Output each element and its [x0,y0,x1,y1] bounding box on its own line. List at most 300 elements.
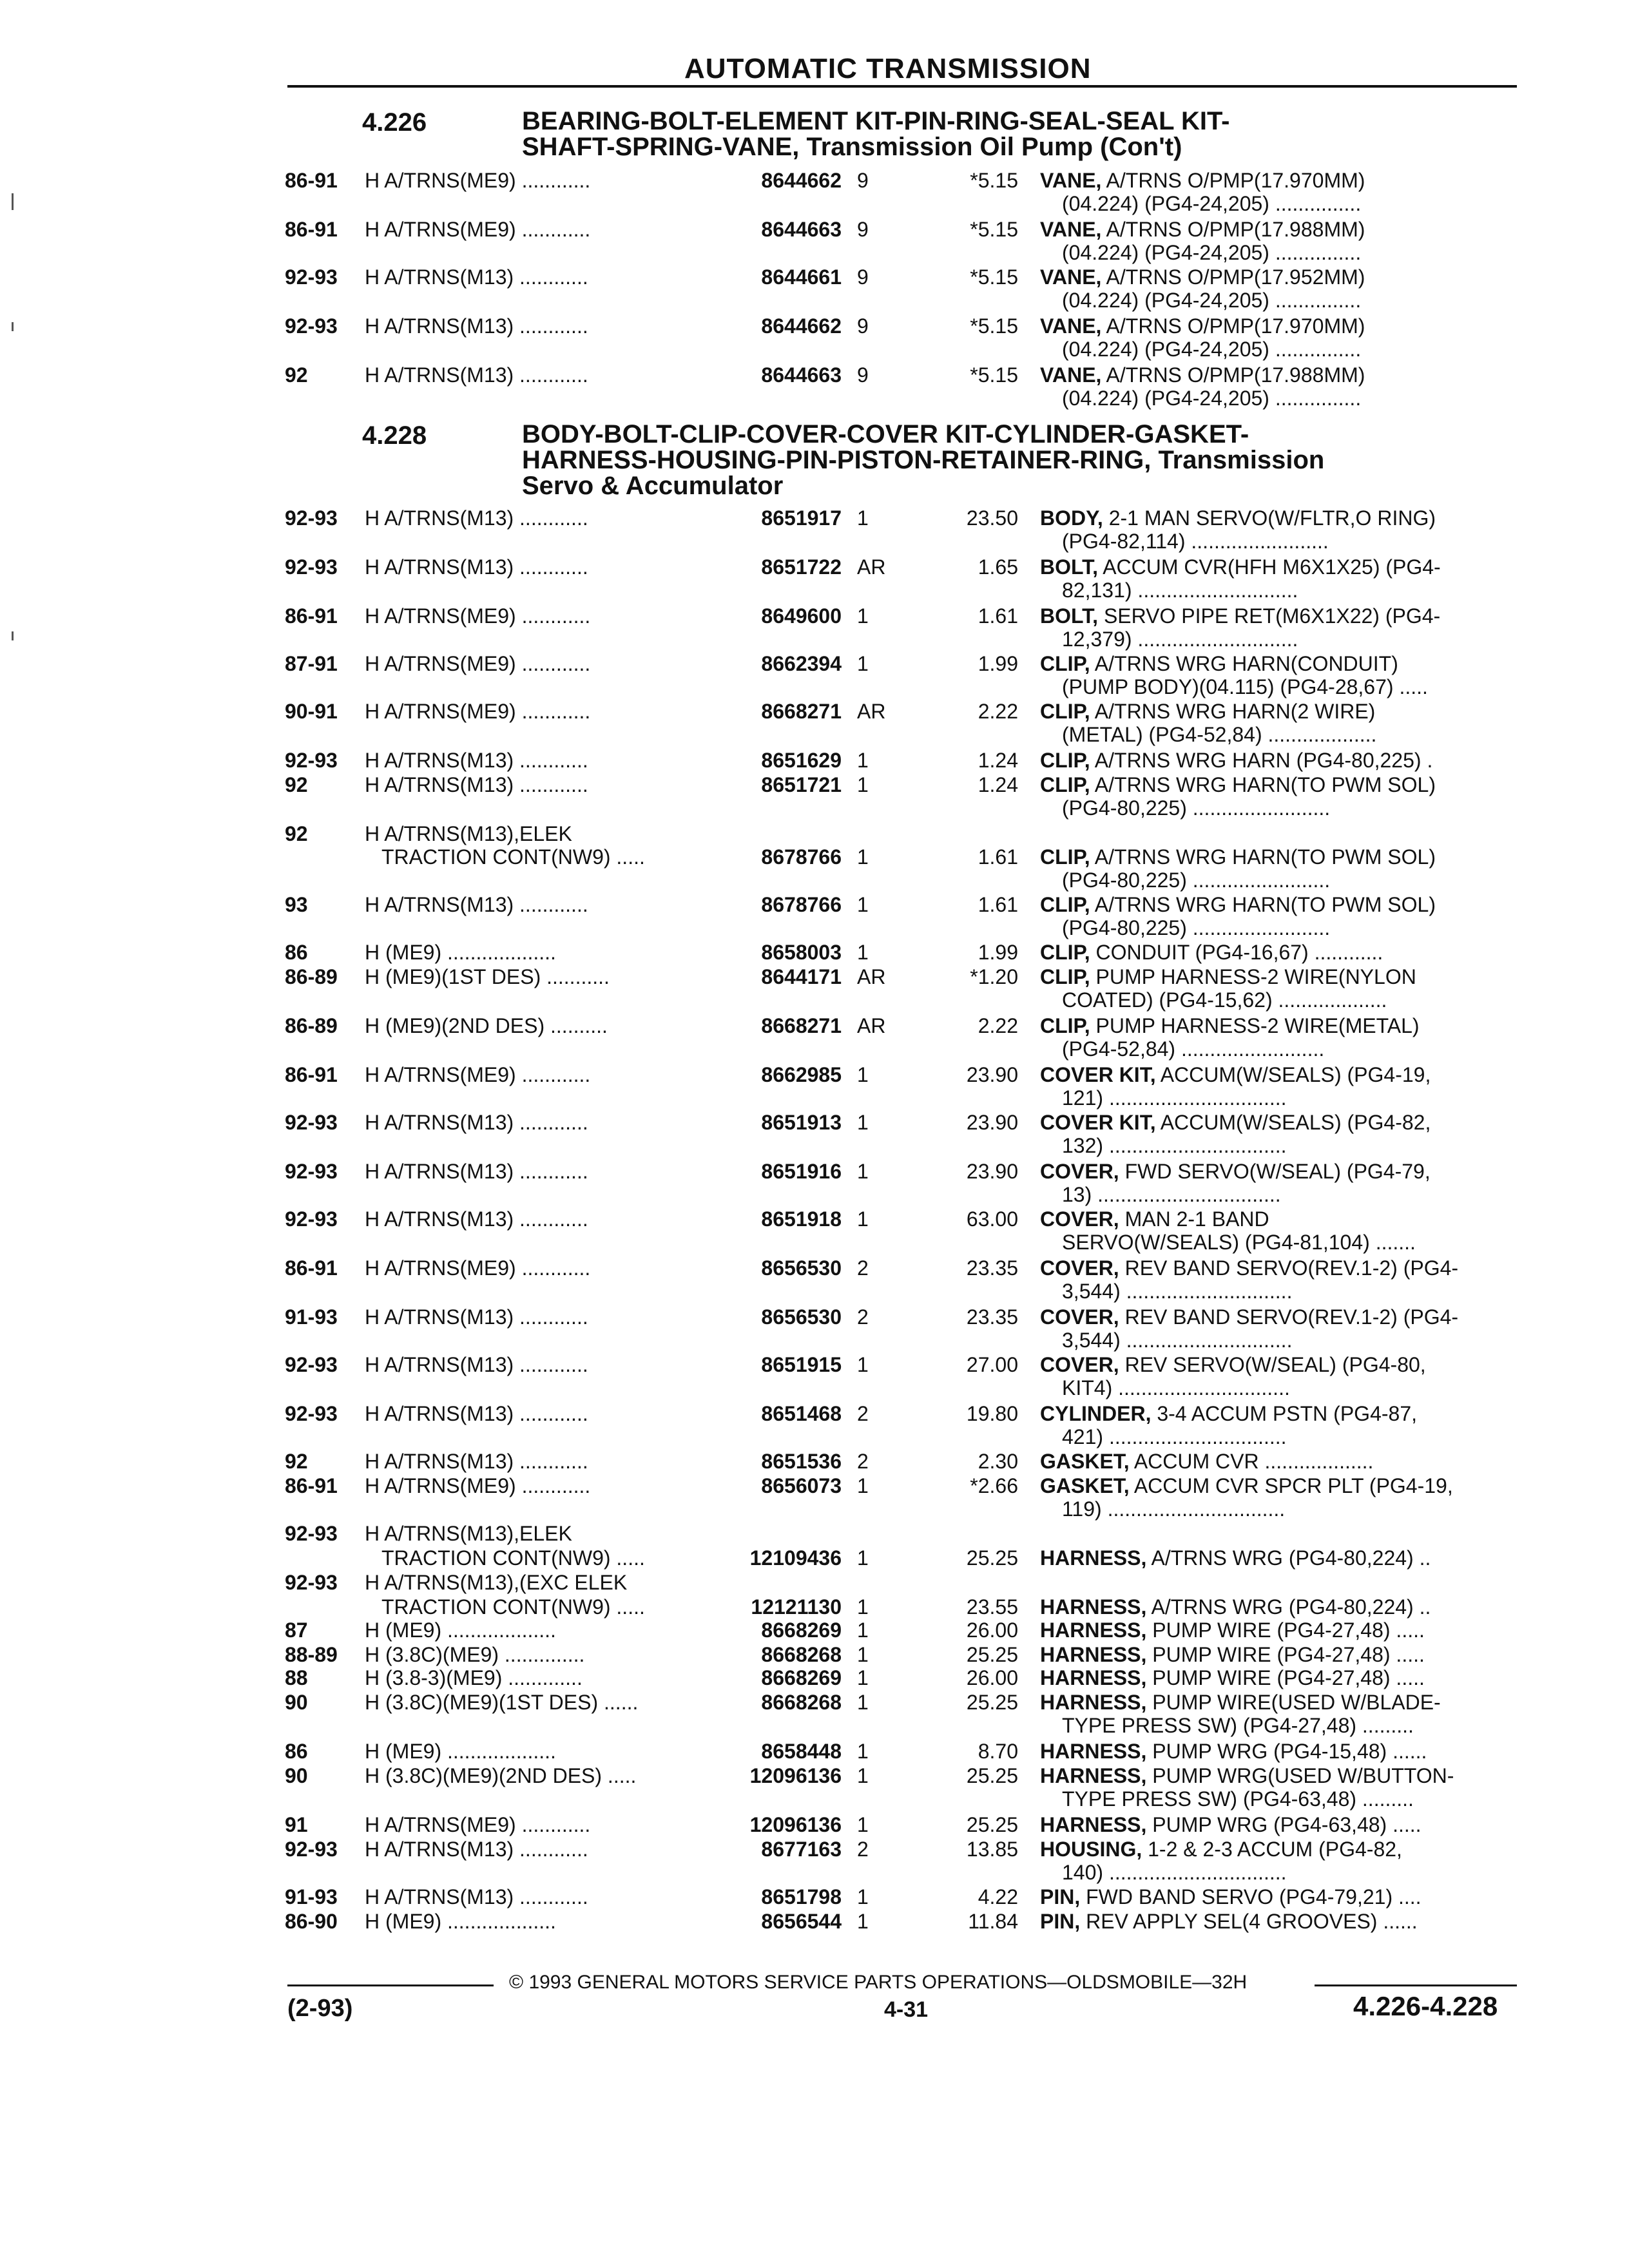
price: 1.61 [978,845,1018,869]
quantity: 9 [857,218,869,241]
quantity: 1 [857,1813,869,1836]
price: 4.22 [978,1885,1018,1908]
description [1040,749,1530,772]
description [1040,652,1530,675]
description-noun: HARNESS, [1040,1619,1147,1642]
quantity: 1 [857,1764,869,1787]
year-range: 86-89 [285,965,338,988]
description [1040,506,1530,530]
application: H (3.8C)(ME9)(1ST DES) ...... [365,1691,639,1714]
quantity: 2 [857,1402,869,1425]
year-range: 90 [285,1764,308,1787]
quantity: 1 [857,1910,869,1933]
description-text: ACCUM(W/SEALS) (PG4-82, [1155,1111,1431,1134]
year-range: 92 [285,363,308,387]
margin-mark [12,322,14,331]
part-number: 8668269 [761,1619,842,1642]
part-number: 8651536 [761,1450,842,1473]
part-number: 8651629 [761,749,842,772]
price: 23.55 [966,1595,1018,1619]
year-range: 86-89 [285,1014,338,1037]
quantity: 1 [857,893,869,916]
description-continued: 121) ............................... [1062,1086,1287,1110]
description-noun: HARNESS, [1040,1740,1147,1763]
application: H A/TRNS(ME9) ............ [365,1813,591,1836]
price: 11.84 [968,1910,1018,1933]
year-range: 87 [285,1619,308,1642]
year-range: 86-91 [285,604,338,628]
description-noun: CLIP, [1040,773,1090,796]
description [1040,1740,1530,1763]
description-noun: VANE, [1040,218,1102,241]
quantity: 1 [857,1474,869,1497]
price: 19.80 [966,1402,1018,1425]
application: H (3.8-3)(ME9) ............. [365,1666,583,1689]
margin-mark [12,193,14,210]
quantity: 9 [857,314,869,338]
description [1040,1546,1530,1570]
description-text: FWD BAND SERVO (PG4-79,21) .... [1080,1885,1422,1908]
part-number: 8678766 [761,893,842,916]
year-range: 92-93 [285,1838,338,1861]
description-text: A/TRNS WRG HARN(TO PWM SOL) [1090,773,1436,796]
application: H (ME9) ................... [365,1910,556,1933]
application: H A/TRNS(M13) ............ [365,1305,588,1329]
description-text: PUMP WIRE(USED W/BLADE- [1146,1691,1441,1714]
description [1040,1910,1530,1933]
description [1040,1063,1530,1086]
description-continued: (PG4-80,225) ........................ [1062,916,1331,939]
description-noun: BODY, [1040,506,1103,530]
description-continued: 12,379) ............................ [1062,628,1298,651]
description-text: PUMP WIRE (PG4-27,48) ..... [1146,1666,1425,1689]
part-number: 8656530 [761,1256,842,1280]
description-continued: (PG4-80,225) ........................ [1062,869,1331,892]
quantity: 1 [857,1885,869,1908]
description-continued: (PG4-80,225) ........................ [1062,796,1331,820]
part-number: 8644663 [761,363,842,387]
description-continued: 421) ............................... [1062,1425,1287,1448]
description [1040,1666,1530,1689]
footer-copyright: © 1993 GENERAL MOTORS SERVICE PARTS OPERATIONS—OLDSMOBILE—32H [509,1972,1248,1993]
description-continued: 3,544) ............................. [1062,1329,1293,1352]
description-continued: 140) ............................... [1062,1861,1287,1884]
description [1040,1256,1530,1280]
description-text: PUMP WRG (PG4-63,48) ..... [1146,1813,1422,1836]
application: H A/TRNS(ME9) ............ [365,169,591,192]
description-noun: CLIP, [1040,749,1090,772]
part-number: 8662394 [761,652,842,675]
year-range: 92-93 [285,749,338,772]
application: H (ME9)(1ST DES) ........... [365,965,610,988]
quantity: 1 [857,773,869,796]
year-range: 86-91 [285,1063,338,1086]
part-number: 12121130 [751,1595,842,1619]
description-continued: SERVO(W/SEALS) (PG4-81,104) ....... [1062,1231,1416,1254]
description-noun: HARNESS, [1040,1546,1147,1570]
description [1040,1885,1530,1908]
description-noun: GASKET, [1040,1450,1130,1473]
description-noun: BOLT, [1040,604,1099,628]
description [1040,1813,1530,1836]
description-noun: COVER, [1040,1305,1119,1329]
description-noun: CLIP, [1040,1014,1090,1037]
quantity: 1 [857,1207,869,1231]
application: H A/TRNS(M13) ............ [365,363,588,387]
year-range: 86-91 [285,1474,338,1497]
application: H A/TRNS(M13) ............ [365,1111,588,1134]
application: H A/TRNS(M13) ............ [365,893,588,916]
price: 23.90 [966,1063,1018,1086]
description-continued: 119) ............................... [1062,1497,1286,1521]
quantity: 1 [857,1111,869,1134]
description-noun: GASKET, [1040,1474,1130,1497]
price: 23.35 [966,1256,1018,1280]
description-text: A/TRNS O/PMP(17.988MM) [1101,218,1365,241]
part-number: 8651468 [761,1402,842,1425]
page-header-title: AUTOMATIC TRANSMISSION [684,53,1092,84]
description [1040,1402,1530,1425]
price: 26.00 [966,1619,1018,1642]
description [1040,1838,1530,1861]
application: H A/TRNS(M13) ............ [365,1207,588,1231]
price: 23.90 [966,1111,1018,1134]
part-number: 8644661 [761,265,842,289]
footer-section-range: 4.226-4.228 [1353,1991,1498,2021]
description [1040,1764,1530,1787]
description-noun: PIN, [1040,1910,1081,1933]
description [1040,1643,1530,1666]
quantity: AR [857,555,886,579]
part-number: 8649600 [761,604,842,628]
part-number: 8651798 [761,1885,842,1908]
section-title [522,421,1629,499]
description-noun: CLIP, [1040,652,1090,675]
price: 1.61 [978,604,1018,628]
description [1040,845,1530,869]
price: *5.15 [970,314,1018,338]
description [1040,169,1530,192]
description-noun: COVER, [1040,1207,1119,1231]
description-text: FWD SERVO(W/SEAL) (PG4-79, [1119,1160,1431,1183]
year-range: 92-93 [285,506,338,530]
description-noun: CYLINDER, [1040,1402,1152,1425]
description-continued: 13) ................................ [1062,1183,1281,1206]
part-number: 8656530 [761,1305,842,1329]
application: H (ME9) ................... [365,1619,556,1642]
year-range: 92-93 [285,1522,338,1545]
price: 27.00 [966,1353,1018,1376]
price: 23.90 [966,1160,1018,1183]
year-range: 92 [285,822,308,845]
description-noun: BOLT, [1040,555,1099,579]
part-number: 12109436 [749,1546,842,1570]
description [1040,1595,1530,1619]
part-number: 8651916 [761,1160,842,1183]
description-noun: HARNESS, [1040,1666,1147,1689]
description-text: ACCUM CVR(HFH M6X1X25) (PG4- [1098,555,1441,579]
price: *5.15 [970,265,1018,289]
description-noun: CLIP, [1040,941,1090,964]
part-number: 8651722 [761,555,842,579]
quantity: 1 [857,1353,869,1376]
application-continued: TRACTION CONT(NW9) ..... [381,845,645,869]
year-range: 92 [285,1450,308,1473]
description [1040,965,1530,988]
description [1040,773,1530,796]
description-text: A/TRNS WRG (PG4-80,224) .. [1146,1546,1431,1570]
section-title-line: BEARING-BOLT-ELEMENT KIT-PIN-RING-SEAL-SEAL KIT- [522,107,1230,135]
description-noun: CLIP, [1040,965,1090,988]
part-number: 8656073 [761,1474,842,1497]
part-number: 8651721 [761,773,842,796]
part-number: 8651913 [761,1111,842,1134]
application: H A/TRNS(M13) ............ [365,773,588,796]
price: *5.15 [970,169,1018,192]
price: *1.20 [970,965,1018,988]
description [1040,1014,1530,1037]
year-range: 92 [285,773,308,796]
description-text: 1-2 & 2-3 ACCUM (PG4-82, [1142,1838,1402,1861]
description-text: REV SERVO(W/SEAL) (PG4-80, [1119,1353,1426,1376]
quantity: 2 [857,1450,869,1473]
application: H (3.8C)(ME9) .............. [365,1643,585,1666]
part-number: 8668271 [761,700,842,723]
description [1040,1691,1530,1714]
part-number: 8668271 [761,1014,842,1037]
footer-rule [287,1984,494,1986]
description-continued: (04.224) (PG4-24,205) ............... [1062,387,1362,410]
application: H A/TRNS(ME9) ............ [365,1063,591,1086]
quantity: 1 [857,604,869,628]
application: H A/TRNS(M13) ............ [365,1885,588,1908]
description-text: SERVO PIPE RET(M6X1X22) (PG4- [1098,604,1441,628]
part-number: 8651915 [761,1353,842,1376]
description-text: A/TRNS WRG HARN(2 WIRE) [1090,700,1376,723]
price: 25.25 [966,1643,1018,1666]
year-range: 92-93 [285,1207,338,1231]
price: 13.85 [966,1838,1018,1861]
description-text: PUMP HARNESS-2 WIRE(METAL) [1090,1014,1420,1037]
section-number: 4.228 [362,421,427,450]
quantity: 9 [857,265,869,289]
quantity: 1 [857,1666,869,1689]
application: H A/TRNS(M13) ............ [365,506,588,530]
description-text: CONDUIT (PG4-16,67) ............ [1090,941,1383,964]
quantity: 1 [857,1063,869,1086]
section-title-line: Servo & Accumulator [522,472,784,500]
description-continued: (04.224) (PG4-24,205) ............... [1062,241,1362,264]
description-continued: 3,544) ............................. [1062,1280,1293,1303]
year-range: 90-91 [285,700,338,723]
description [1040,1353,1530,1376]
quantity: AR [857,1014,886,1037]
year-range: 93 [285,893,308,916]
description-continued: TYPE PRESS SW) (PG4-63,48) ......... [1062,1787,1414,1811]
quantity: 1 [857,749,869,772]
year-range: 92-93 [285,1353,338,1376]
price: 1.61 [978,893,1018,916]
description-text: PUMP WIRE (PG4-27,48) ..... [1146,1619,1425,1642]
description [1040,1160,1530,1183]
application-continued: TRACTION CONT(NW9) ..... [381,1595,645,1619]
description-noun: VANE, [1040,169,1102,192]
part-number: 12096136 [749,1813,842,1836]
application: H A/TRNS(ME9) ............ [365,604,591,628]
price: 2.22 [978,700,1018,723]
description [1040,700,1530,723]
description [1040,1450,1530,1473]
description-text: PUMP HARNESS-2 WIRE(NYLON [1090,965,1416,988]
application: H A/TRNS(M13),(EXC ELEK [365,1571,628,1594]
description [1040,555,1530,579]
description-noun: HARNESS, [1040,1813,1147,1836]
description-text: 3-4 ACCUM PSTN (PG4-87, [1151,1402,1417,1425]
year-range: 92-93 [285,1402,338,1425]
application-continued: TRACTION CONT(NW9) ..... [381,1546,645,1570]
description-continued: TYPE PRESS SW) (PG4-27,48) ......... [1062,1714,1414,1737]
footer-date: (2-93) [287,1995,353,2022]
year-range: 92-93 [285,1571,338,1594]
application: H (ME9) ................... [365,941,556,964]
section-number: 4.226 [362,108,427,137]
application: H A/TRNS(M13),ELEK [365,1522,572,1545]
year-range: 91 [285,1813,308,1836]
quantity: 1 [857,506,869,530]
year-range: 86 [285,941,308,964]
application: H A/TRNS(M13) ............ [365,1160,588,1183]
description [1040,265,1530,289]
price: 26.00 [966,1666,1018,1689]
price: *5.15 [970,218,1018,241]
application: H A/TRNS(ME9) ............ [365,700,591,723]
description-text: PUMP WIRE (PG4-27,48) ..... [1146,1643,1425,1666]
description-continued: (METAL) (PG4-52,84) ................... [1062,723,1377,746]
description-text: PUMP WRG(USED W/BUTTON- [1146,1764,1454,1787]
description-noun: COVER, [1040,1160,1119,1183]
application: H A/TRNS(M13) ............ [365,555,588,579]
year-range: 86 [285,1740,308,1763]
description-text: A/TRNS O/PMP(17.970MM) [1101,314,1365,338]
quantity: 1 [857,941,869,964]
part-number: 8677163 [761,1838,842,1861]
description-text: 2-1 MAN SERVO(W/FLTR,O RING) [1103,506,1436,530]
description-text: A/TRNS O/PMP(17.952MM) [1101,265,1365,289]
part-number: 8644662 [761,314,842,338]
quantity: 1 [857,1595,869,1619]
part-number: 8644663 [761,218,842,241]
part-number: 8658448 [761,1740,842,1763]
part-number: 8658003 [761,941,842,964]
year-range: 86-91 [285,169,338,192]
price: 1.24 [978,749,1018,772]
price: 1.99 [978,941,1018,964]
quantity: 1 [857,652,869,675]
description-continued: (PG4-82,114) ........................ [1062,530,1329,553]
description-continued: 82,131) ............................ [1062,579,1298,602]
description-noun: COVER, [1040,1353,1119,1376]
description-text: ACCUM CVR SPCR PLT (PG4-19, [1129,1474,1453,1497]
footer-rule [1315,1984,1517,1986]
description-continued: (04.224) (PG4-24,205) ............... [1062,289,1362,312]
application: H A/TRNS(M13) ............ [365,1353,588,1376]
description-noun: VANE, [1040,314,1102,338]
description [1040,1619,1530,1642]
price: 1.99 [978,652,1018,675]
description-text: A/TRNS WRG HARN (PG4-80,225) . [1090,749,1433,772]
year-range: 91-93 [285,1885,338,1908]
section-title-line: SHAFT-SPRING-VANE, Transmission Oil Pump (Con't) [522,133,1182,161]
description [1040,1207,1530,1231]
quantity: 1 [857,1643,869,1666]
application: H (3.8C)(ME9)(2ND DES) ..... [365,1764,637,1787]
application: H A/TRNS(M13) ............ [365,1402,588,1425]
description-noun: HARNESS, [1040,1643,1147,1666]
description-noun: CLIP, [1040,893,1090,916]
price: 8.70 [978,1740,1018,1763]
description-noun: HOUSING, [1040,1838,1142,1861]
application: H A/TRNS(M13) ............ [365,1838,588,1861]
quantity: 2 [857,1305,869,1329]
part-number: 8662985 [761,1063,842,1086]
description-noun: COVER, [1040,1256,1119,1280]
year-range: 92-93 [285,1111,338,1134]
application: H A/TRNS(ME9) ............ [365,652,591,675]
description-text: A/TRNS O/PMP(17.970MM) [1101,169,1365,192]
price: *2.66 [970,1474,1018,1497]
section-title-line: BODY-BOLT-CLIP-COVER-COVER KIT-CYLINDER-GASKET- [522,420,1249,448]
year-range: 86-91 [285,218,338,241]
application: H A/TRNS(M13),ELEK [365,822,572,845]
year-range: 86-90 [285,1910,338,1933]
description [1040,1474,1530,1497]
year-range: 87-91 [285,652,338,675]
application: H A/TRNS(ME9) ............ [365,218,591,241]
description-noun: VANE, [1040,363,1102,387]
description-noun: HARNESS, [1040,1595,1147,1619]
year-range: 90 [285,1691,308,1714]
part-number: 8668269 [761,1666,842,1689]
description-noun: VANE, [1040,265,1102,289]
description [1040,604,1530,628]
description-noun: HARNESS, [1040,1764,1147,1787]
quantity: 1 [857,1619,869,1642]
description-continued: COATED) (PG4-15,62) ................... [1062,988,1387,1012]
price: *5.15 [970,363,1018,387]
part-number: 8668268 [761,1643,842,1666]
description-text: REV APPLY SEL(4 GROOVES) ...... [1080,1910,1418,1933]
price: 25.25 [966,1546,1018,1570]
description-text: ACCUM(W/SEALS) (PG4-19, [1155,1063,1431,1086]
quantity: 1 [857,845,869,869]
year-range: 92-93 [285,555,338,579]
part-number: 8656544 [761,1910,842,1933]
quantity: 1 [857,1740,869,1763]
description [1040,893,1530,916]
application: H A/TRNS(ME9) ............ [365,1474,591,1497]
part-number: 8668268 [761,1691,842,1714]
description [1040,1305,1530,1329]
price: 23.50 [966,506,1018,530]
price: 25.25 [966,1764,1018,1787]
price: 2.22 [978,1014,1018,1037]
price: 23.35 [966,1305,1018,1329]
description-continued: 132) ............................... [1062,1134,1287,1157]
section-title [522,108,1629,160]
quantity: AR [857,700,886,723]
description-continued: (PUMP BODY)(04.115) (PG4-28,67) ..... [1062,675,1428,698]
description-text: A/TRNS WRG HARN(CONDUIT) [1090,652,1398,675]
